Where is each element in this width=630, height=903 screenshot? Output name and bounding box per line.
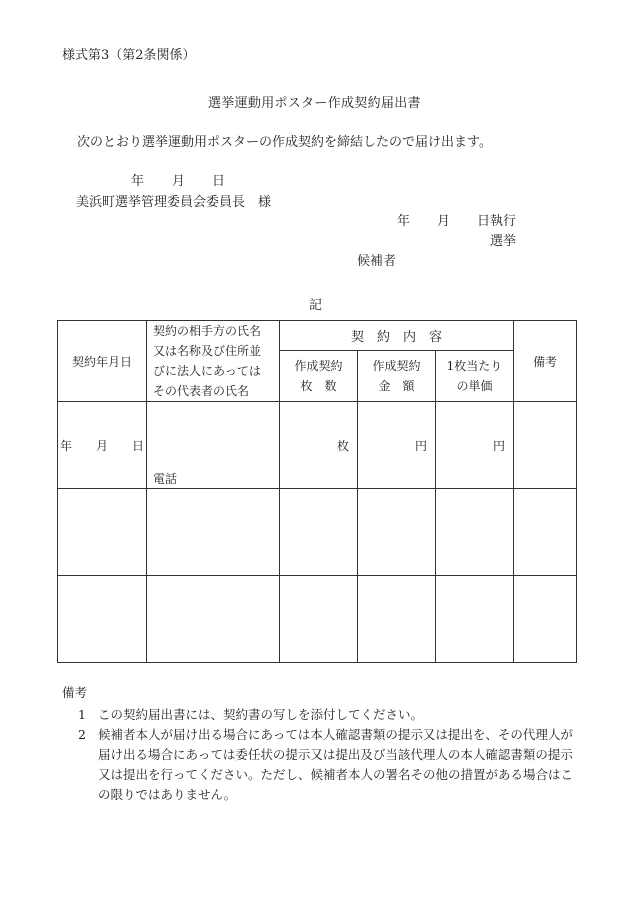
unit-price-header: [436, 351, 514, 402]
party-header-line: 又は名称及び住所並: [153, 344, 262, 358]
date-day: 日: [212, 174, 226, 189]
form-label: 様式第3（第2条関係）: [62, 48, 196, 63]
party-header-line: びに法人にあっては: [153, 364, 261, 378]
row1-date: 年 月 日: [58, 402, 147, 489]
date-month: 月: [172, 174, 186, 189]
unit-price-header-line: 1枚当たり: [446, 359, 503, 374]
party-header: [147, 321, 280, 402]
party-header-line: 契約の相手方の氏名: [153, 324, 262, 338]
notes-section: [62, 683, 576, 805]
row1-amount: 円: [358, 402, 436, 489]
party-header-line: その代表者の氏名: [153, 384, 250, 398]
note-number: 1: [78, 707, 86, 722]
row2-count: [280, 489, 358, 576]
amount-header: [358, 351, 436, 402]
row1-remarks: [514, 402, 577, 489]
candidate-label: 候補者: [357, 254, 397, 269]
count-header-line: 枚 数: [300, 379, 337, 394]
note-text: この契約届出書には、契約書の写しを添付してください。: [98, 707, 424, 722]
amount-header-line: 金 額: [378, 379, 415, 394]
row2-remarks: [514, 489, 577, 576]
table-row: [58, 489, 577, 576]
table-row: [58, 402, 577, 489]
amount-header-line: 作成契約: [372, 359, 421, 374]
unit-price-header-line: の単価: [456, 379, 493, 394]
row3-count: [280, 576, 358, 663]
contract-table: [57, 320, 577, 663]
election-label: 選挙: [490, 234, 517, 249]
contract-date-header: 契約年月日: [58, 321, 147, 402]
row3-remarks: [514, 576, 577, 663]
row2-party: [147, 489, 280, 576]
note-number: 2: [78, 727, 86, 742]
row3-date: [58, 576, 147, 663]
row2-amount: [358, 489, 436, 576]
ki-label: 記: [309, 298, 323, 313]
election-day-exec: 日執行: [477, 214, 517, 229]
date-year: 年: [131, 174, 145, 189]
row2-date: [58, 489, 147, 576]
row3-party: [147, 576, 280, 663]
row3-unit-price: [436, 576, 514, 663]
row1-unit-price: 円: [436, 402, 514, 489]
note-item: [62, 705, 576, 725]
row2-unit-price: [436, 489, 514, 576]
document-title: 選挙運動用ポスター作成契約届出書: [208, 96, 421, 111]
row1-count: 枚: [280, 402, 358, 489]
election-year: 年: [397, 214, 411, 229]
row3-amount: [358, 576, 436, 663]
row1-party: [147, 402, 280, 489]
intro-text: 次のとおり選挙運動用ポスターの作成契約を締結したので届け出ます。: [77, 135, 492, 150]
note-text: 候補者本人が届け出る場合にあっては本人確認書類の提示又は提出を、その代理人が届け出る場合にあっては委任状の提示又は提出及び当該代理人の本人確認書類の提示又は提出を行ってください。ただし、候補者本人の署名その他の措置がある場合はこの限りではありません。: [98, 727, 574, 802]
row1-phone-label: 電話: [153, 472, 178, 486]
count-header-line: 作成契約: [294, 359, 343, 374]
addressee: 美浜町選挙管理委員会委員長 様: [76, 195, 272, 210]
table-row: [58, 576, 577, 663]
remarks-header: 備考: [514, 321, 577, 402]
election-month: 月: [437, 214, 451, 229]
count-header: [280, 351, 358, 402]
notes-heading: 備考: [62, 685, 88, 700]
note-item: [62, 725, 576, 805]
content-header: 契 約 内 容: [280, 321, 514, 351]
